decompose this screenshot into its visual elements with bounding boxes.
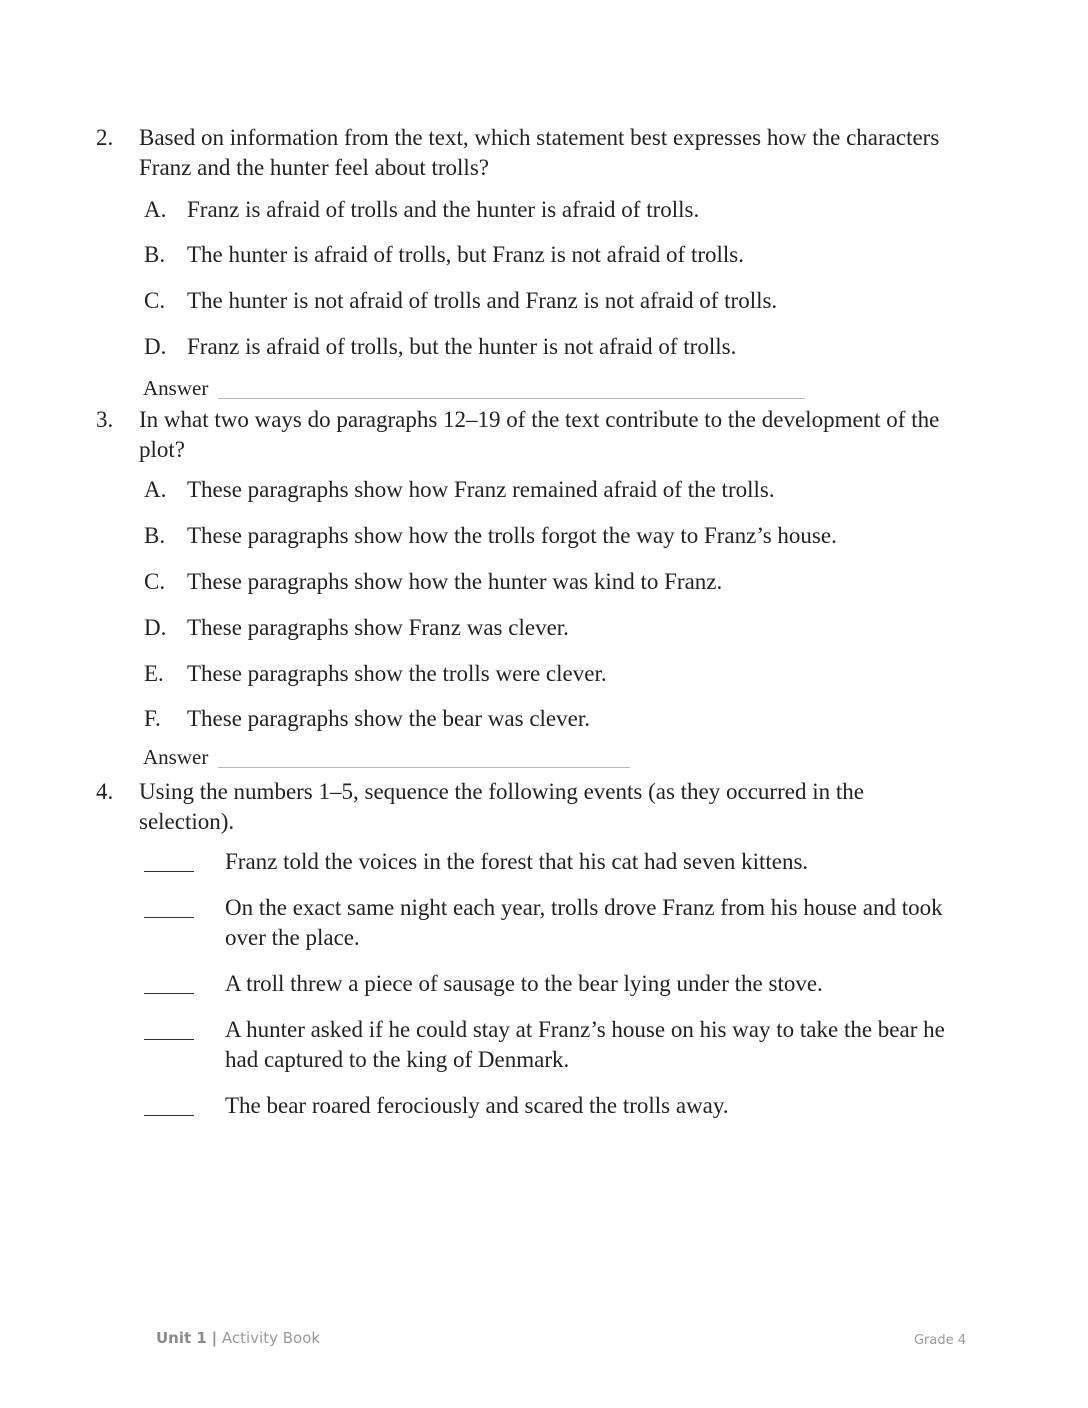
option-letter: E.: [144, 661, 164, 686]
footer-book-title: Activity Book: [221, 1329, 321, 1347]
answer-label: Answer: [143, 376, 209, 400]
sequence-blank[interactable]: [144, 871, 194, 872]
option-text: The hunter is afraid of trolls, but Franz is not afraid of trolls.: [187, 242, 744, 267]
sequence-event-text: On the exact same night each year, trolls drove Franz from his house and took over the place.: [225, 895, 943, 950]
option-letter: B.: [144, 523, 166, 548]
option-text: These paragraphs show the bear was clever.: [187, 706, 590, 731]
option-letter: A.: [144, 197, 167, 222]
question-stem: Based on information from the text, which statement best expresses how the characters Franz and the hunter feel about trolls?: [139, 125, 940, 180]
question-3: [96, 405, 956, 465]
option-letter: C.: [144, 288, 166, 313]
sequence-blank[interactable]: [144, 1039, 194, 1040]
option-text: The hunter is not afraid of trolls and Franz is not afraid of trolls.: [187, 288, 778, 313]
option-letter: A.: [144, 477, 167, 502]
sequence-event-text: Franz told the voices in the forest that his cat had seven kittens.: [225, 849, 809, 874]
footer-unit: Unit 1: [156, 1329, 207, 1347]
sequence-blank[interactable]: [144, 1115, 194, 1116]
option-text: Franz is afraid of trolls and the hunter is afraid of trolls.: [187, 197, 700, 222]
answer-label: Answer: [143, 745, 209, 769]
sequence-event-text: The bear roared ferociously and scared the trolls away.: [225, 1093, 729, 1118]
answer-line[interactable]: [218, 767, 630, 768]
question-number: 4.: [96, 779, 114, 804]
answer-line[interactable]: [218, 398, 805, 399]
question-stem: In what two ways do paragraphs 12–19 of the text contribute to the development of the plot?: [139, 407, 940, 462]
sequence-event-text: A troll threw a piece of sausage to the bear lying under the stove.: [225, 971, 823, 996]
option-letter: D.: [144, 615, 167, 640]
question-stem: Using the numbers 1–5, sequence the following events (as they occurred in the selection).: [139, 779, 864, 834]
option-text: These paragraphs show Franz was clever.: [187, 615, 569, 640]
sequence-blank[interactable]: [144, 917, 194, 918]
footer-separator: |: [211, 1329, 218, 1347]
option-letter: B.: [144, 242, 166, 267]
option-letter: C.: [144, 569, 166, 594]
question-number: 2.: [96, 125, 114, 150]
footer-grade: Grade 4: [913, 1333, 966, 1348]
question-4: [96, 777, 956, 837]
option-text: Franz is afraid of trolls, but the hunter is not afraid of trolls.: [187, 334, 737, 359]
option-text: These paragraphs show how Franz remained afraid of the trolls.: [187, 477, 775, 502]
option-text: These paragraphs show the trolls were clever.: [187, 661, 607, 686]
question-number: 3.: [96, 407, 114, 432]
sequence-blank[interactable]: [144, 993, 194, 994]
sequence-event-text: A hunter asked if he could stay at Franz’s house on his way to take the bear he had captured to the king of Denmark.: [225, 1017, 945, 1072]
option-text: These paragraphs show how the hunter was kind to Franz.: [187, 569, 723, 594]
footer-left: [156, 1323, 320, 1353]
option-letter: F.: [144, 706, 161, 731]
option-text: These paragraphs show how the trolls forgot the way to Franz’s house.: [187, 523, 837, 548]
option-letter: D.: [144, 334, 167, 359]
